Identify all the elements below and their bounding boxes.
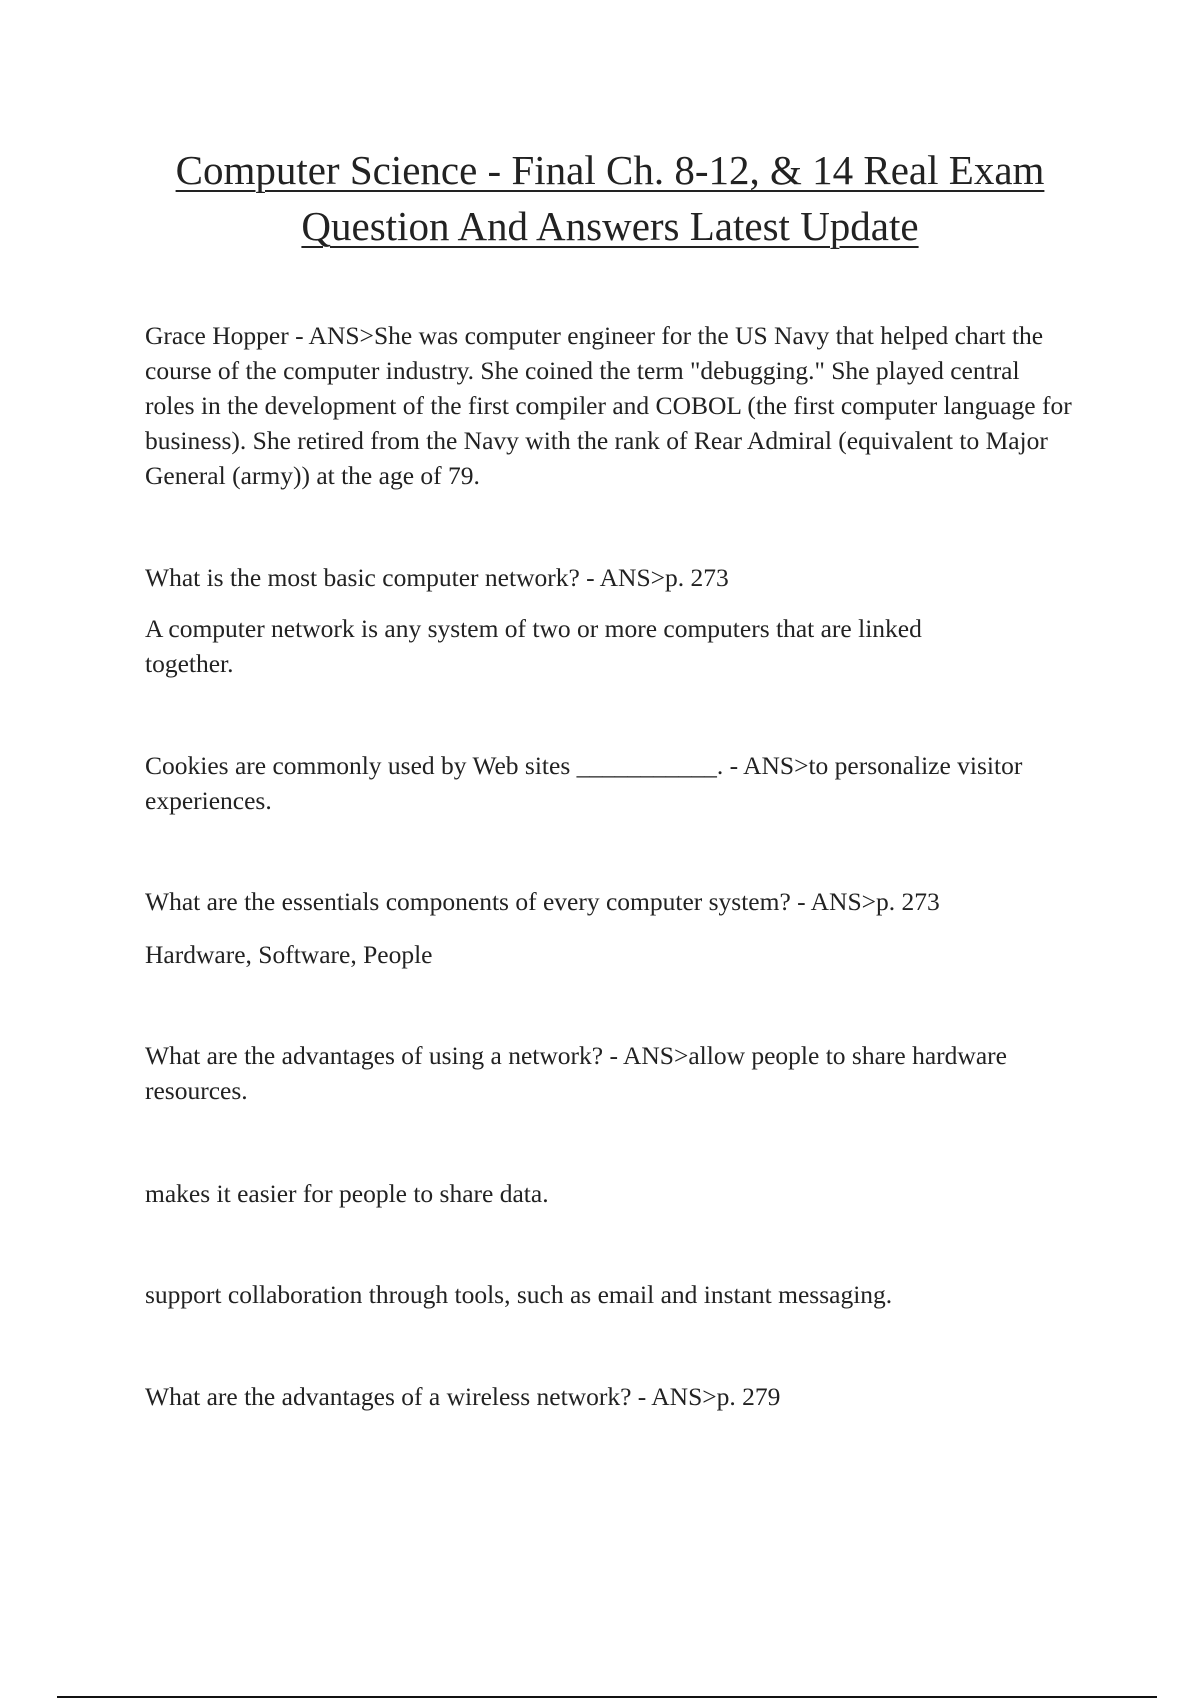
- qa-collaboration: support collaboration through tools, such as email and instant messaging.: [145, 1280, 893, 1309]
- title-line-1: Computer Science - Final Ch. 8-12, & 14 Real Exam: [175, 147, 1045, 193]
- qa-essential-components-question: What are the essentials components of every computer system? - ANS>p. 273: [145, 887, 940, 916]
- qa-cookies: Cookies are commonly used by Web sites ___________. - ANS>to personalize visitor experiences.: [145, 751, 1023, 815]
- qa-network-advantages: What are the advantages of using a network? - ANS>allow people to share hardware resources.: [145, 1041, 1007, 1105]
- qa-wireless-advantages: What are the advantages of a wireless network? - ANS>p. 279: [145, 1382, 781, 1411]
- qa-basic-network-answer: A computer network is any system of two or more computers that are linked together.: [145, 614, 922, 678]
- title-line-2: Question And Answers Latest Update: [301, 203, 919, 249]
- qa-grace-hopper: Grace Hopper - ANS>She was computer engineer for the US Navy that helped chart the course of the computer industry. She coined the term "debugging." She played central roles in the development of the first compiler and COBOL (the first computer language for business). She retired from the Navy with the rank of Rear Admiral (equivalent to Major General (army)) at the age of 79.: [145, 321, 1072, 490]
- qa-essential-components-answer: Hardware, Software, People: [145, 940, 433, 969]
- qa-share-data: makes it easier for people to share data.: [145, 1179, 549, 1208]
- document-title: [140, 142, 1080, 254]
- page-bottom-rule: [57, 1696, 1157, 1698]
- qa-basic-network-question: What is the most basic computer network? - ANS>p. 273: [145, 563, 729, 592]
